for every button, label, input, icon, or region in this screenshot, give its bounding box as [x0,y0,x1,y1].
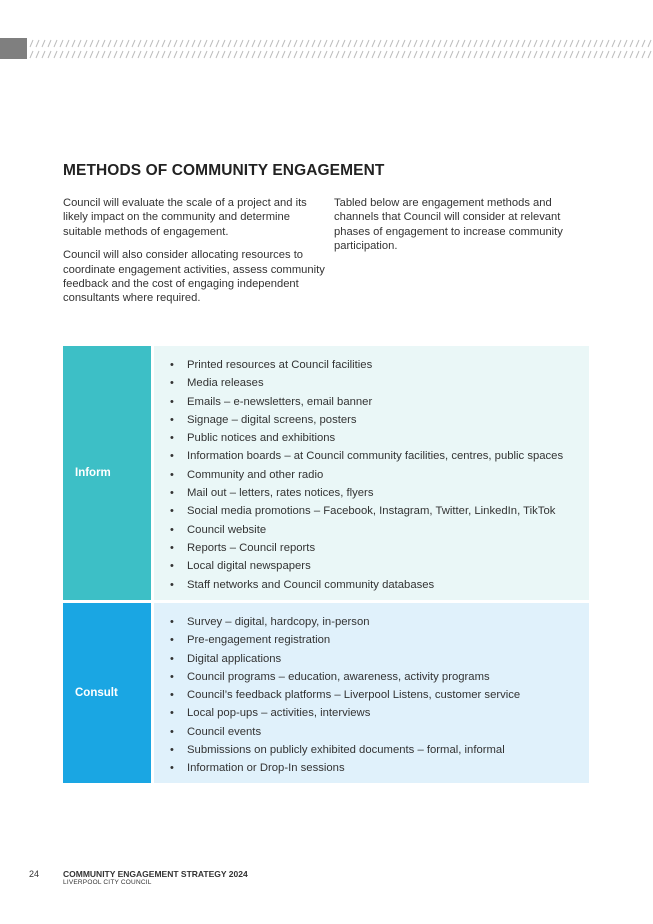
intro-paragraph: Tabled below are engagement methods and channels that Council will consider at relevant phases of engagement to increase community participation. [334,197,563,253]
table-row-consult [63,603,589,783]
list-item: • Local pop-ups – activities, interviews [154,704,589,722]
list-item: • Council website [154,521,589,539]
engagement-methods-table [63,346,589,783]
method-list-inform [154,346,589,600]
list-item: • Community and other radio [154,466,589,484]
category-label-consult: Consult [63,603,151,783]
list-item: • Digital applications [154,650,589,668]
list-item: • Printed resources at Council facilities [154,356,589,374]
list-item: • Reports – Council reports [154,539,589,557]
list-item: • Mail out – letters, rates notices, flyers [154,484,589,502]
list-item: • Pre-engagement registration [154,631,589,649]
list-item: • Public notices and exhibitions [154,429,589,447]
list-item: • Submissions on publicly exhibited documents – formal, informal [154,741,589,759]
list-item: • Survey – digital, hardcopy, in-person [154,613,589,631]
list-item: • Signage – digital screens, posters [154,411,589,429]
organisation-name: LIVERPOOL CITY COUNCIL [63,879,152,886]
list-item: • Council programs – education, awareness, activity programs [154,668,589,686]
diagonal-hatch-pattern [28,38,653,60]
header-block [0,38,27,59]
document-title: COMMUNITY ENGAGEMENT STRATEGY 2024 [63,869,248,879]
header-decoration [0,38,653,60]
list-item: • Emails – e-newsletters, email banner [154,393,589,411]
intro-paragraph: Council will evaluate the scale of a project and its likely impact on the community and determine suitable methods of engagement. [63,197,307,238]
list-item: • Information or Drop-In sessions [154,759,589,777]
list-item: • Social media promotions – Facebook, Instagram, Twitter, LinkedIn, TikTok [154,502,589,520]
list-item: • Local digital newspapers [154,557,589,575]
table-row-inform [63,346,589,600]
list-item: • Information boards – at Council community facilities, centres, public spaces [154,447,589,465]
intro-left-column [63,196,325,315]
list-item: • Council’s feedback platforms – Liverpool Listens, customer service [154,686,589,704]
category-label-inform: Inform [63,346,151,600]
intro-paragraph: Council will also consider allocating resources to coordinate engagement activities, assess community feedback and the cost of engaging independent consultants where required. [63,249,325,305]
list-item: • Council events [154,723,589,741]
list-item: • Media releases [154,374,589,392]
page-title: METHODS OF COMMUNITY ENGAGEMENT [63,162,385,179]
page-number: 24 [29,869,40,879]
method-list-consult [154,603,589,783]
intro-right-column [334,196,584,263]
list-item: • Staff networks and Council community databases [154,576,589,594]
